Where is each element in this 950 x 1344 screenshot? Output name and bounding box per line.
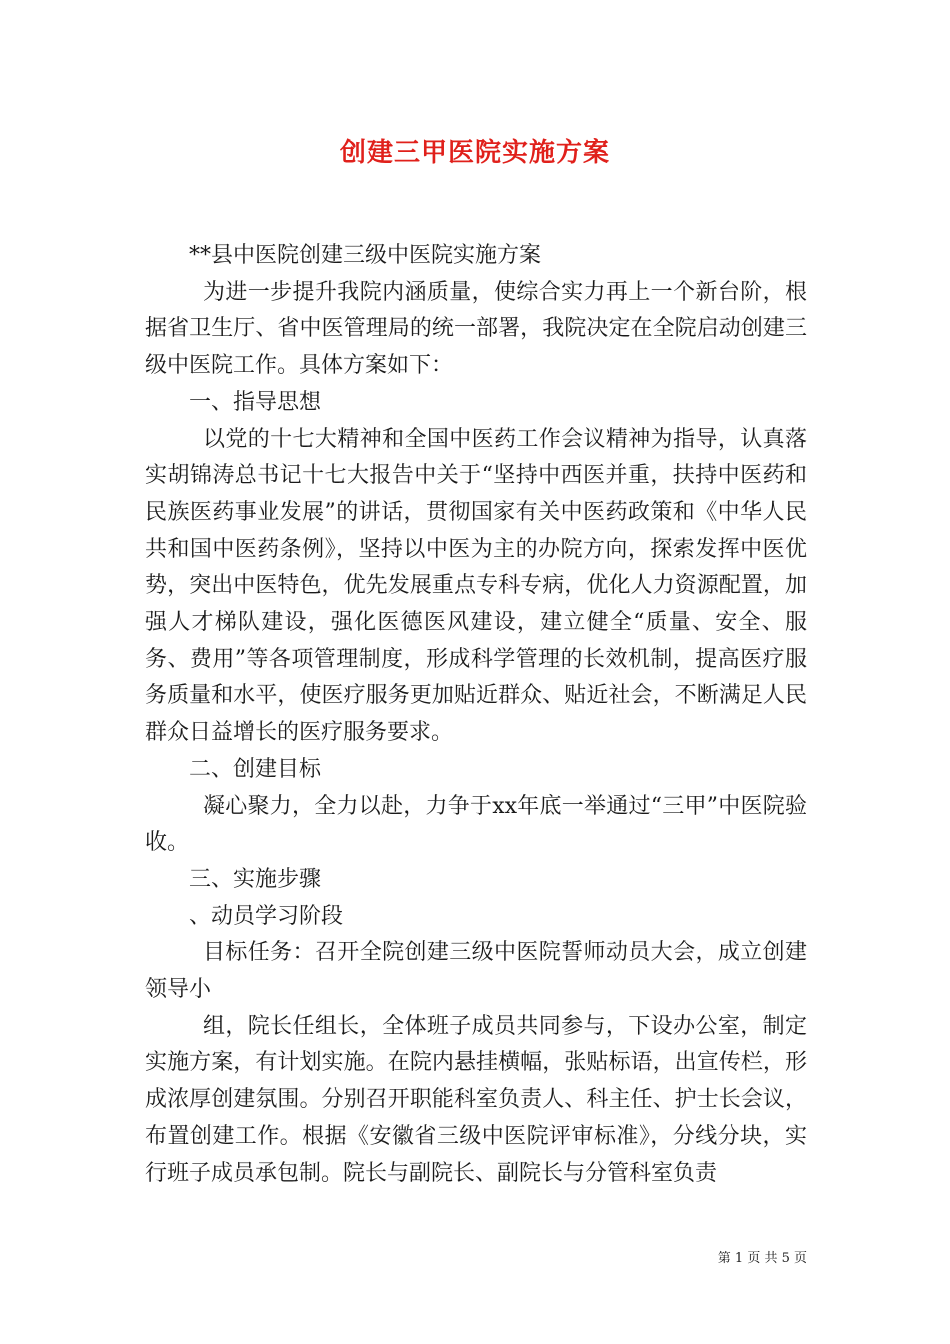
document-body bbox=[145, 238, 807, 1192]
subtitle-paragraph: **县中医院创建三级中医院实施方案 bbox=[189, 243, 542, 268]
organization-paragraph: 组，院长任组长，全体班子成员共同参与，下设办公室，制定实施方案，有计划实施。在院内悬挂横幅，张贴标语，出宣传栏，形成浓厚创建氛围。分别召开职能科室负责人、科主任、护士长会议，布置创建工作。根据《安徽省三级中医院评审标准》，分线分块，实行班子成员承包制。院长与副院长、副院长与分管科室负责 bbox=[145, 1013, 807, 1186]
guiding-thought-paragraph: 以党的十七大精神和全国中医药工作会议精神为指导，认真落实胡锦涛总书记十七大报告中关于“坚持中西医并重，扶持中医药和民族医药事业发展”的讲话，贯彻国家有关中医药政策和《中华人民共和国中医药条例》，坚持以中医为主的办院方向，探索发挥中医优势，突出中医特色，优先发展重点专科专病，优化人力资源配置，加强人才梯队建设，强化医德医风建设，建立健全“质量、安全、服务、费用”等各项管理制度，形成科学管理的长效机制，提高医疗服务质量和水平，使医疗服务更加贴近群众、贴近社会，不断满足人民群众日益增长的医疗服务要求。 bbox=[145, 426, 807, 746]
goal-paragraph: 凝心聚力，全力以赴，力争于xx年底一举通过“三甲”中医院验收。 bbox=[145, 793, 807, 856]
section-heading-goal: 二、创建目标 bbox=[189, 756, 322, 782]
document-title: 创建三甲医院实施方案 bbox=[339, 138, 610, 168]
page-number: 第 1 页 共 5 页 bbox=[717, 1251, 807, 1266]
target-task-paragraph: 目标任务：召开全院创建三级中医院誓师动员大会，成立创建领导小 bbox=[145, 940, 807, 1003]
subsection-heading-mobilization: 、动员学习阶段 bbox=[189, 903, 344, 929]
section-heading-guiding-thought: 一、指导思想 bbox=[189, 389, 322, 415]
intro-paragraph: 为进一步提升我院内涵质量，使综合实力再上一个新台阶，根据省卫生厅、省中医管理局的统一部署，我院决定在全院启动创建三级中医院工作。具体方案如下： bbox=[145, 279, 807, 379]
section-heading-steps: 三、实施步骤 bbox=[189, 866, 322, 892]
